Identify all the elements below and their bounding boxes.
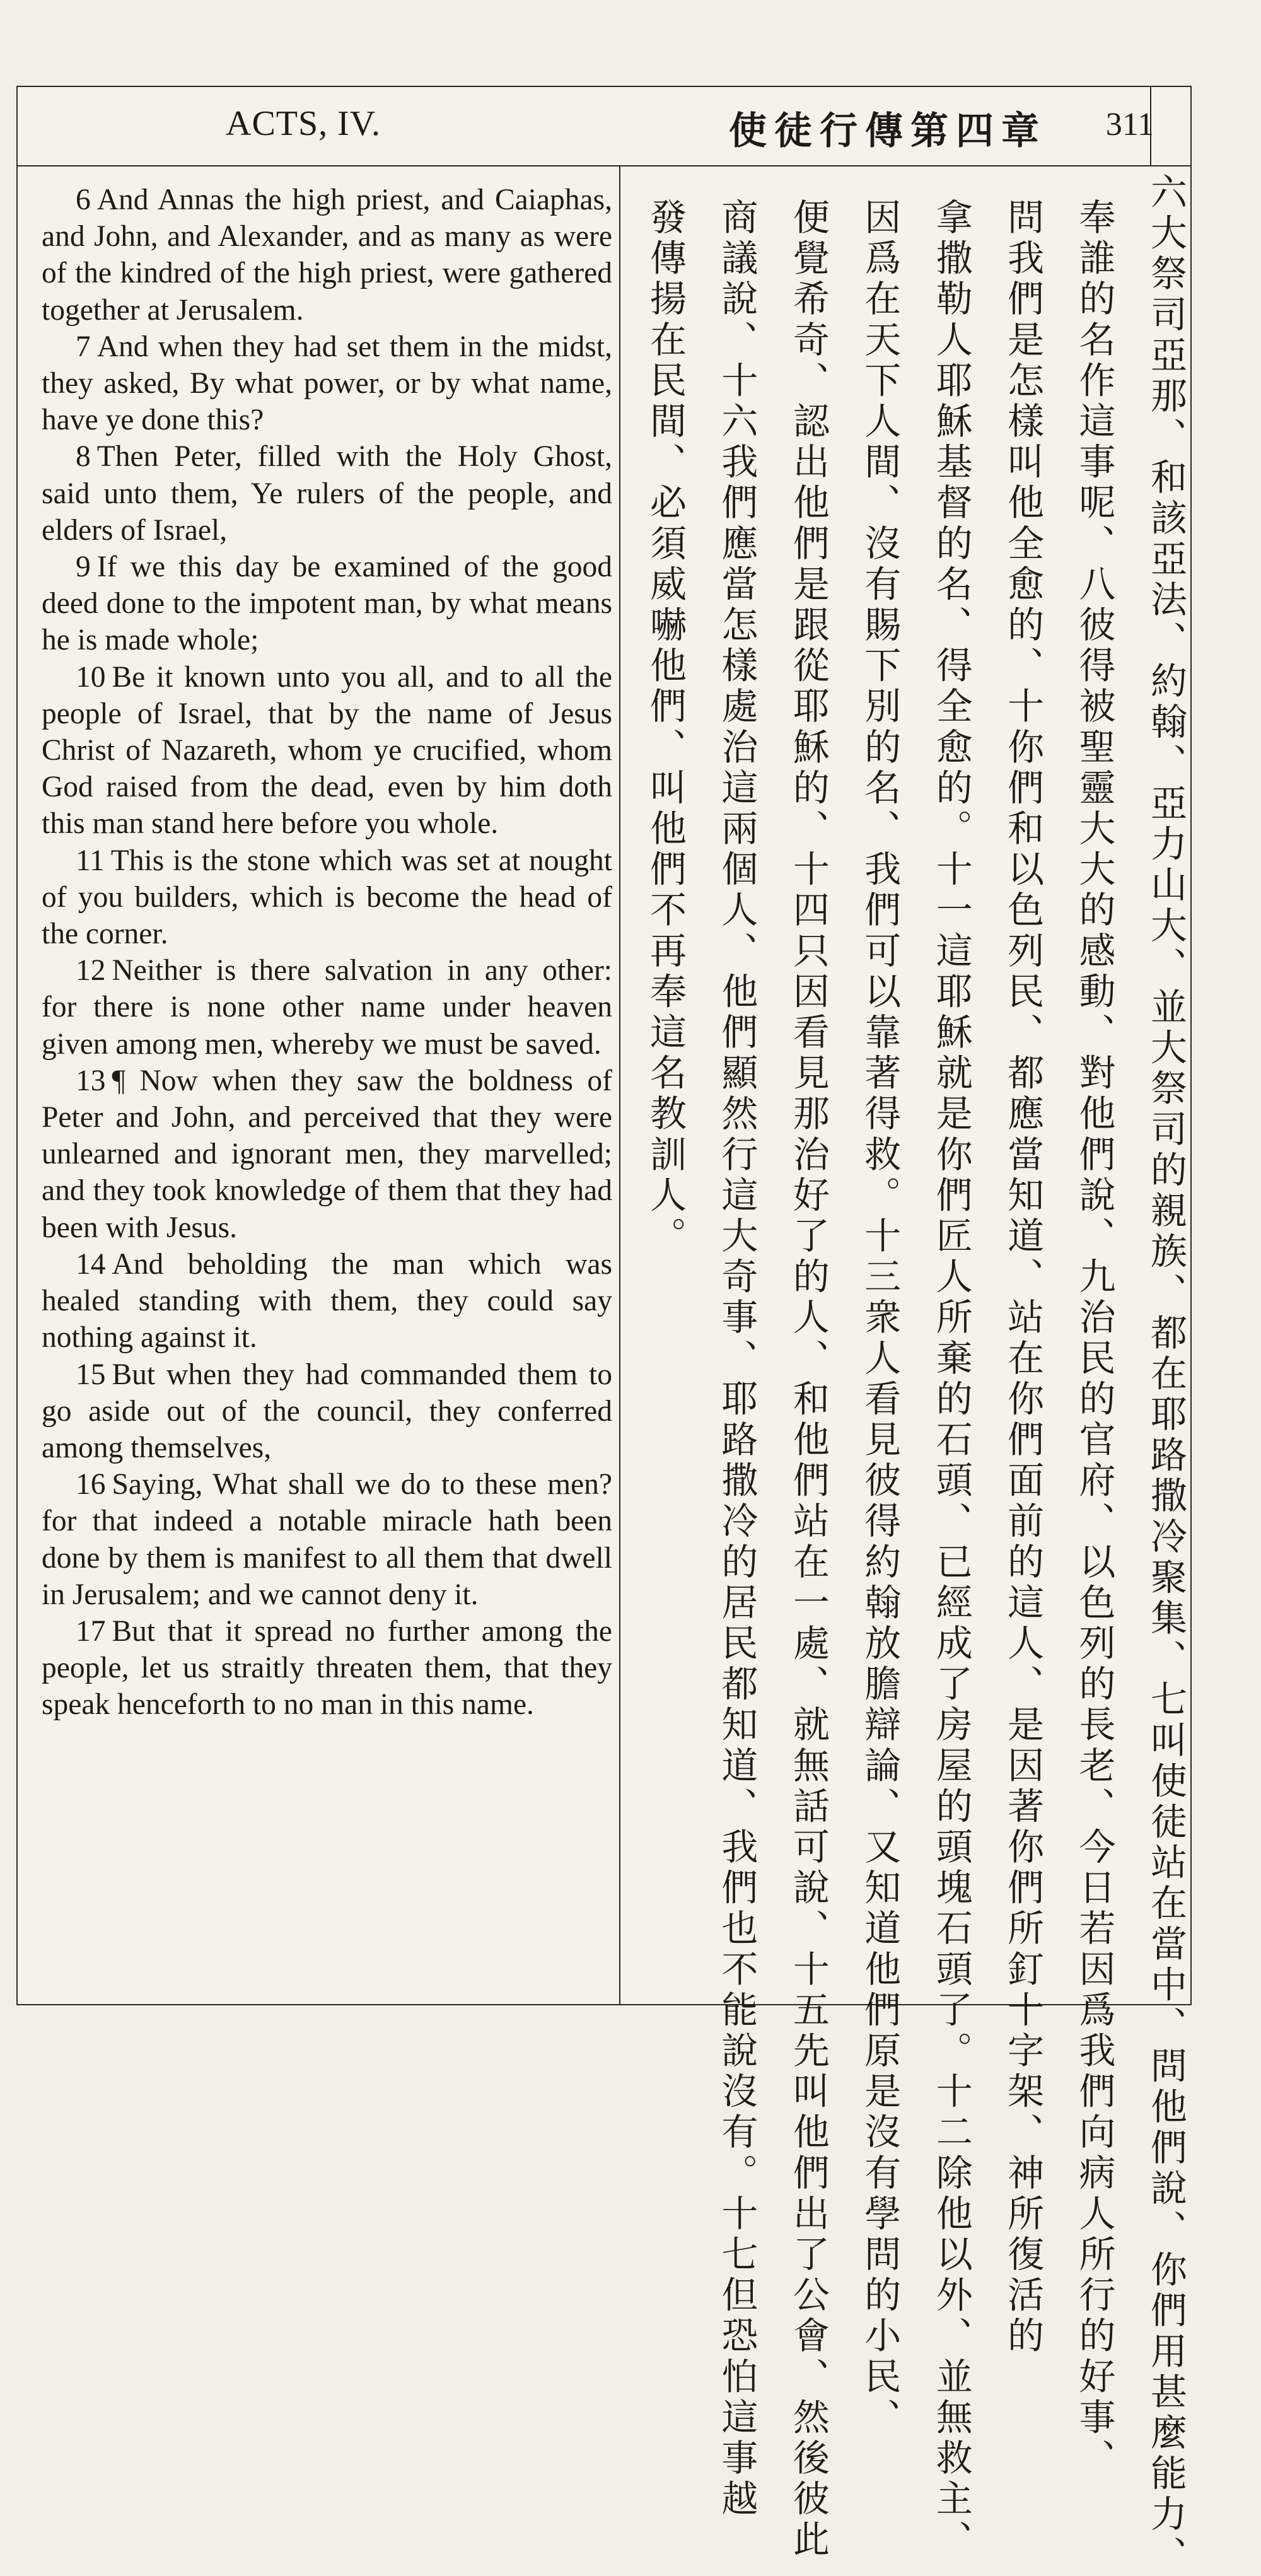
verse-number: 7 <box>76 330 91 363</box>
english-running-title: ACTS, IV. <box>226 104 381 143</box>
verse-text: And beholding the man which was healed standing with them, they could say nothing against it. <box>42 1247 612 1355</box>
chinese-line-6: 便覺希奇、認出他們是跟從耶穌的、十四只因看見那治好了的人、和他們站在一處、就無話可說、十五先叫他們出了公會、然後彼此 <box>786 198 830 2561</box>
verse-13 <box>42 1063 612 1246</box>
verse-16 <box>42 1466 612 1613</box>
chinese-text-column <box>642 173 1187 2576</box>
page-number: 311 <box>1105 107 1154 143</box>
verse-8 <box>42 438 612 549</box>
verse-9 <box>42 549 612 659</box>
verse-14 <box>42 1246 612 1356</box>
chinese-line-2: 奉誰的名作這事呢、八彼得被聖靈大大的感動、對他們說、九治民的官府、以色列的長老、今日若因爲我們向病人所行的好事、 <box>1072 198 1116 2480</box>
verse-text: If we this day be examined of the good deed done to the impotent man, by what means he is made whole; <box>42 551 612 657</box>
verse-7 <box>42 329 612 439</box>
chinese-running-title: 使徒行傳第四章 <box>729 109 1047 153</box>
verse-number: 11 <box>76 844 105 877</box>
verse-number: 10 <box>76 660 106 694</box>
verse-number: 14 <box>76 1247 106 1281</box>
verse-text: Then Peter, filled with the Holy Ghost, said unto them, Ye rulers of the people, and elders of Israel, <box>42 440 612 547</box>
verse-text: Be it known unto you all, and to all the people of Israel, that by the name of Jesus Christ of Nazareth, whom ye crucified, whom God raised from the dead, even by him doth this man stand here before you whole. <box>42 660 612 841</box>
verse-number: 17 <box>76 1614 106 1648</box>
page-header <box>18 87 1190 166</box>
verse-11 <box>42 842 612 953</box>
verse-number: 13 <box>76 1064 106 1097</box>
verse-text: ¶ Now when they saw the boldness of Peter and John, and perceived that they were unlearned and ignorant men, they marvelled; and they took knowledge of them that they had been with Jesus. <box>42 1064 612 1244</box>
chinese-line-8: 發傳揚在民間、必須威嚇他們、叫他們不再奉這名教訓人。 <box>644 198 687 1257</box>
english-text-column <box>42 182 612 1723</box>
chinese-line-5: 因爲在天下人間、沒有賜下別的名、我們可以靠著得救。十三衆人看見彼得約翰放膽辯論、又知道他們原是沒有學問的小民、 <box>858 198 902 2439</box>
verse-number: 6 <box>76 184 91 216</box>
verse-number: 9 <box>76 551 91 584</box>
verse-number: 15 <box>76 1358 106 1391</box>
verse-text: Neither is there salvation in any other: for there is none other name under heaven given among men, whereby we must be saved. <box>42 954 612 1061</box>
verse-text: But when they had commanded them to go aside out of the council, they conferred among themselves, <box>42 1358 612 1464</box>
chinese-line-4: 拿撒勒人耶穌基督的名、得全愈的。十一這耶穌就是你們匠人所棄的石頭、已經成了房屋的頭塊石頭了。十二除他以外、並無救主、 <box>929 198 973 2561</box>
verse-number: 12 <box>76 954 106 988</box>
chinese-line-7: 商議說、十六我們應當怎樣處治這兩個人、他們顯然行這大奇事、耶路撒冷的居民都知道、我們也不能說沒有。十七但恐怕這事越 <box>715 198 758 2521</box>
verse-text: And Annas the high priest, and Caiaphas, and John, and Alexander, and as many as were of the kindred of the high priest, were gathered together at Jerusalem. <box>42 184 612 327</box>
verse-6 <box>42 182 612 329</box>
verse-text: Saying, What shall we do to these men? for that indeed a notable miracle hath been done by them is manifest to all them that dwell in Jerusalem; and we cannot deny it. <box>42 1468 612 1611</box>
verse-12 <box>42 952 612 1063</box>
verse-15 <box>42 1356 612 1467</box>
verse-10 <box>42 659 612 842</box>
chinese-line-3: 問我們是怎樣叫他全愈的、十你們和以色列民、都應當知道、站在你們面前的這人、是因著你們所釘十字架、神所復活的 <box>1001 198 1045 2357</box>
chinese-line-1: 六大祭司亞那、和該亞法、約翰、亞力山大、並大祭司的親族、都在耶路撒冷聚集、七叫使徒站在當中、問他們說、你們用甚麼能力、 <box>1144 173 1187 2576</box>
verse-number: 16 <box>76 1468 106 1501</box>
column-divider <box>619 165 620 2004</box>
verse-text: And when they had set them in the midst, they asked, By what power, or by what name, have ye done this? <box>42 330 612 437</box>
verse-17 <box>42 1613 612 1723</box>
verse-number: 8 <box>76 440 91 474</box>
bible-page <box>16 86 1192 2576</box>
verse-text: This is the stone which was set at nought of you builders, which is become the head of the corner. <box>42 844 612 951</box>
verse-text: But that it spread no further among the people, let us straitly threaten them, that they speak henceforth to no man in this name. <box>42 1614 612 1722</box>
